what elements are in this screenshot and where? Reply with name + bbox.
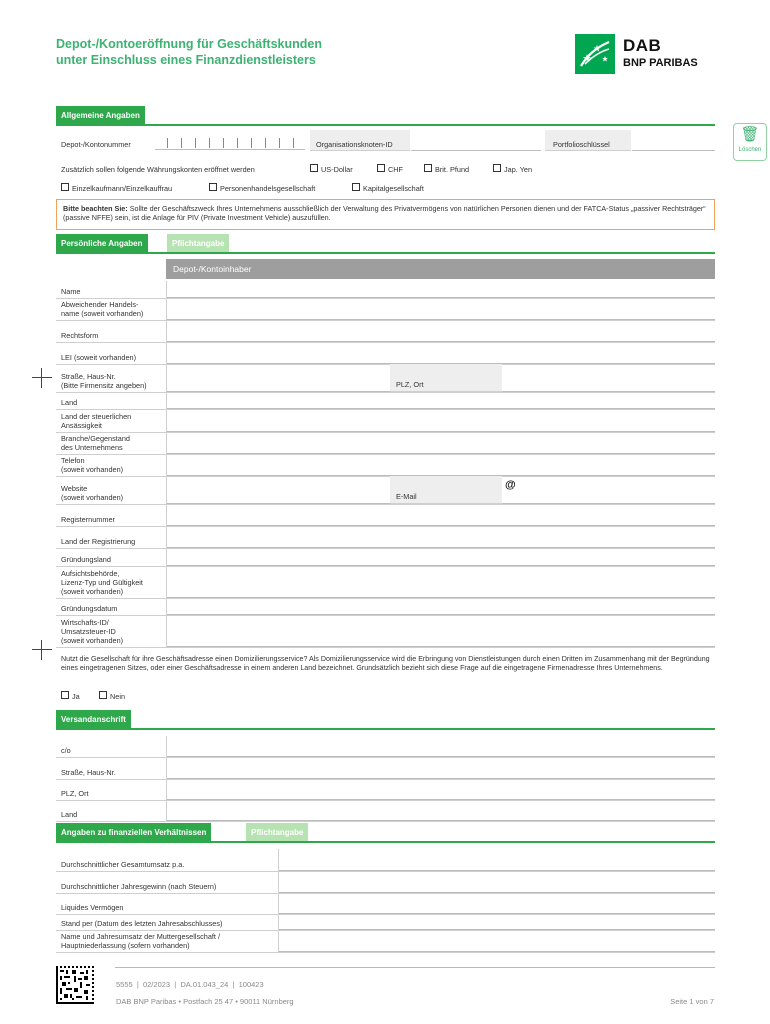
row-divider xyxy=(56,952,715,953)
row-label: Durchschnittlicher Gesamtumsatz p.a. xyxy=(61,860,185,869)
row-label: Branche/Gegenstand des Unternehmens xyxy=(61,434,130,452)
section-divider xyxy=(56,728,715,730)
delete-button[interactable] xyxy=(733,123,767,161)
checkbox-usd[interactable] xyxy=(310,164,318,172)
form-title-line2: unter Einschluss eines Finanzdienstleisters xyxy=(56,53,316,67)
org-id-input[interactable] xyxy=(411,130,541,151)
row-input[interactable] xyxy=(166,342,715,364)
row-input[interactable] xyxy=(166,298,715,320)
piv-notice-text: Sollte der Geschäftszweck Ihres Unternehmens ausschließlich der Verwaltung des Privatvermögens von natürlichen Personen dienen und der FATCA-Status „passiver Rechtsträger“ (passive NFFE) sein, ist die Anlage für PIV (Private Investment Vehicle) auszufüllen. xyxy=(63,204,706,222)
checkbox-domizil-nein[interactable] xyxy=(99,691,107,699)
row-label: Gründungsdatum xyxy=(61,604,118,613)
type-personenhandel-label: Personenhandelsgesellschaft xyxy=(220,184,316,193)
logo-bnp-text: BNP PARIBAS xyxy=(623,57,698,69)
currency-jpy-label: Jap. Yen xyxy=(504,165,533,174)
portfolio-key-label: Portfolioschlüssel xyxy=(553,140,610,149)
checkbox-jpy[interactable] xyxy=(493,164,501,172)
column-divider xyxy=(166,281,167,647)
row-input[interactable] xyxy=(166,409,715,432)
row-label: Durchschnittlicher Jahresgewinn (nach Steuern) xyxy=(61,882,217,891)
section-divider xyxy=(56,841,715,843)
currency-gbp-label: Brit. Pfund xyxy=(435,165,470,174)
currency-chf-label: CHF xyxy=(388,165,403,174)
row-input[interactable] xyxy=(166,779,715,800)
row-input[interactable] xyxy=(166,281,715,298)
logo-dab-text: DAB xyxy=(623,36,662,55)
trash-icon: 🗑 xyxy=(740,126,760,143)
row-input[interactable] xyxy=(166,615,715,647)
footer-address: DAB BNP Paribas • Postfach 25 47 • 90011 Nürnberg xyxy=(116,997,294,1006)
row-label: LEI (soweit vorhanden) xyxy=(61,353,137,362)
domizil-ja-label: Ja xyxy=(72,692,80,701)
depot-number-label: Depot-/Kontonummer xyxy=(61,140,131,149)
row-label: Wirtschafts-ID/ Umsatzsteuer-ID (soweit vorhanden) xyxy=(61,618,124,645)
row-input[interactable] xyxy=(166,598,715,615)
domizil-nein-label: Nein xyxy=(110,692,126,701)
row-divider xyxy=(56,647,715,648)
row-label: Aufsichtsbehörde, Lizenz-Typ und Gültigkeit (soweit vorhanden) xyxy=(61,569,143,596)
currency-usd-label: US-Dollar xyxy=(321,165,353,174)
section-finanzielle-verhaeltnisse: Angaben zu finanziellen Verhältnissen xyxy=(56,823,211,842)
pflicht-badge-persoenlich: Pflichtangabe xyxy=(167,234,229,253)
row-label: Land der steuerlichen Ansässigkeit xyxy=(61,412,132,430)
row-input[interactable] xyxy=(166,758,715,779)
row-input[interactable] xyxy=(166,526,715,548)
piv-notice-bold: Bitte beachten Sie: xyxy=(63,204,128,213)
portfolio-key-input[interactable] xyxy=(632,130,715,151)
row-label: Gründungsland xyxy=(61,555,111,564)
row-input[interactable] xyxy=(278,849,715,871)
dab-bnp-logo xyxy=(575,34,725,74)
checkbox-personenhandel[interactable] xyxy=(209,183,217,191)
bnp-stars-icon xyxy=(575,34,615,74)
datamatrix-code-icon xyxy=(56,966,94,1004)
row-label: Name und Jahresumsatz der Muttergesellschaft / Hauptniederlassung (sofern vorhanden) xyxy=(61,932,220,950)
row-label: Telefon (soweit vorhanden) xyxy=(61,456,124,474)
crop-mark-icon xyxy=(32,640,52,660)
row-label: Liquides Vermögen xyxy=(61,903,124,912)
form-title-line1: Depot-/Kontoeröffnung für Geschäftskunden xyxy=(56,37,322,51)
crop-mark-icon xyxy=(32,368,52,388)
row-label: Name xyxy=(61,287,81,296)
plz-ort-input[interactable] xyxy=(502,364,715,392)
row-input[interactable] xyxy=(278,914,715,930)
type-kapitalgesellschaft-label: Kapitalgesellschaft xyxy=(363,184,424,193)
checkbox-kapitalgesellschaft[interactable] xyxy=(352,183,360,191)
email-input[interactable] xyxy=(502,476,715,504)
email-label: E-Mail xyxy=(396,492,417,501)
row-input[interactable] xyxy=(278,930,715,952)
at-sign-icon: @ xyxy=(505,479,516,491)
delete-button-label: Löschen xyxy=(738,147,762,153)
column-divider xyxy=(166,736,167,821)
row-label: Rechtsform xyxy=(61,331,99,340)
currency-accounts-label: Zusätzlich sollen folgende Währungskonten eröffnet werden xyxy=(61,165,255,174)
section-divider xyxy=(56,252,715,254)
section-divider xyxy=(56,124,715,126)
row-input[interactable] xyxy=(166,548,715,566)
row-input[interactable] xyxy=(166,392,715,409)
row-label: Straße, Haus-Nr. xyxy=(61,768,116,777)
checkbox-einzelkaufmann[interactable] xyxy=(61,183,69,191)
section-persoenliche-angaben: Persönliche Angaben xyxy=(56,234,148,253)
depot-number-input[interactable] xyxy=(155,136,305,150)
row-input[interactable] xyxy=(278,893,715,914)
checkbox-chf[interactable] xyxy=(377,164,385,172)
section-versandanschrift: Versandanschrift xyxy=(56,710,131,729)
row-label: Stand per (Datum des letzten Jahresabschlusses) xyxy=(61,919,223,928)
row-label: Land xyxy=(61,810,78,819)
account-holder-header: Depot-/Kontoinhaber xyxy=(166,259,715,279)
pflicht-badge-finanz: Pflichtangabe xyxy=(246,823,308,842)
row-label: c/o xyxy=(61,746,71,755)
row-label: Abweichender Handels- name (soweit vorhanden) xyxy=(61,300,144,318)
section-allgemeine-angaben: Allgemeine Angaben xyxy=(56,106,145,125)
row-input[interactable] xyxy=(166,320,715,342)
org-id-label: Organisationsknoten-ID xyxy=(316,140,393,149)
row-label: Land xyxy=(61,398,78,407)
column-divider xyxy=(278,849,279,952)
checkbox-domizil-ja[interactable] xyxy=(61,691,69,699)
row-divider xyxy=(56,821,715,822)
plz-ort-label: PLZ, Ort xyxy=(396,380,424,389)
row-input[interactable] xyxy=(166,800,715,821)
row-label: Website (soweit vorhanden) xyxy=(61,484,124,502)
footer-divider xyxy=(115,967,715,968)
row-label: PLZ, Ort xyxy=(61,789,89,798)
row-label: Straße, Haus-Nr. (Bitte Firmensitz angeben) xyxy=(61,372,147,390)
row-input[interactable] xyxy=(166,566,715,598)
row-input[interactable] xyxy=(166,454,715,476)
form-title xyxy=(56,36,322,68)
footer-page-number: Seite 1 von 7 xyxy=(670,997,714,1006)
row-input[interactable] xyxy=(166,504,715,526)
checkbox-gbp[interactable] xyxy=(424,164,432,172)
row-input[interactable] xyxy=(166,736,715,757)
row-label: Registernummer xyxy=(61,515,115,524)
row-label: Land der Registrierung xyxy=(61,537,136,546)
row-input[interactable] xyxy=(278,871,715,893)
row-input[interactable] xyxy=(166,432,715,454)
domizil-question: Nutzt die Gesellschaft für ihre Geschäftsadresse einen Domizilierungsservice? Als Domizilierungsservice wird die Erbringung von Dienstleistungen durch einen Dritten im Zusammenhang mit der Begründung eines eingetragenen Sitzes, oder einer Geschäftsadresse in einem anderen Land bezeichnet. Grundsätzlich bezieht sich diese Frage auf die eingetragene Firmenadresse Ihres Unternehmens. xyxy=(61,655,710,672)
footer-form-code: 5555 | 02/2023 | DA.01.043_24 | 100423 xyxy=(116,980,264,989)
type-einzelkaufmann-label: Einzelkaufmann/Einzelkauffrau xyxy=(72,184,173,193)
piv-notice xyxy=(56,199,715,230)
